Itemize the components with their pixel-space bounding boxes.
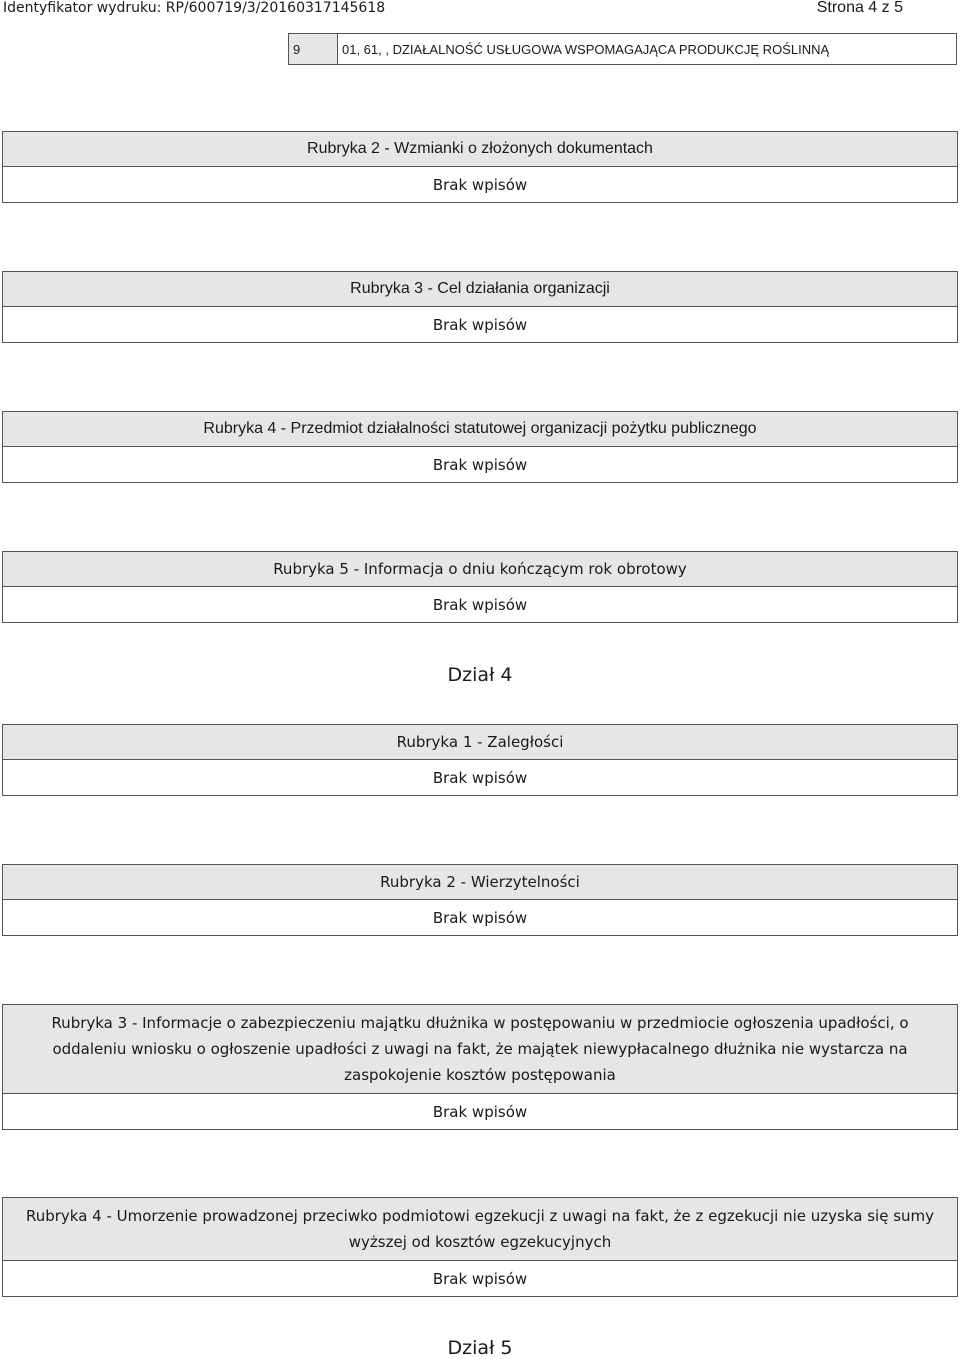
print-identifier: Identyfikator wydruku: RP/600719/3/20160317145618 (3, 0, 386, 16)
section-title: Rubryka 4 - Umorzenie prowadzonej przeciwko podmiotowi egzekucji z uwagi na fakt, że z egzekucji nie uzyska się sumy wyższej od kosztów egzekucyjnych (2, 1197, 958, 1261)
section-body: Brak wpisów (2, 167, 958, 203)
section-rubryka-3-cel (2, 271, 958, 343)
dzial-4-heading: Dział 4 (447, 664, 513, 686)
section-body: Brak wpisów (2, 307, 958, 343)
section-title: Rubryka 2 - Wzmianki o złożonych dokumentach (2, 131, 958, 167)
section-rubryka-5-rok-obrotowy (2, 551, 958, 623)
section-title: Rubryka 3 - Informacje o zabezpieczeniu majątku dłużnika w postępowaniu w przedmiocie ogłoszenia upadłości, o oddaleniu wniosku o ogłoszenie upadłości z uwagi na fakt, że majątek niewypłacalnego dłużnika nie wystarcza na zaspokojenie kosztów postępowania (2, 1004, 958, 1094)
section-body: Brak wpisów (2, 447, 958, 483)
section-rubryka-4-przedmiot (2, 411, 958, 483)
section-body: Brak wpisów (2, 587, 958, 623)
section-title: Rubryka 4 - Przedmiot działalności statutowej organizacji pożytku publicznego (2, 411, 958, 447)
section-body: Brak wpisów (2, 900, 958, 936)
section-rubryka-2-wzmianki (2, 131, 958, 203)
activity-number: 9 (289, 34, 338, 64)
section-rubryka-2-wierzytelnosci (2, 864, 958, 936)
section-rubryka-4-umorzenie (2, 1197, 958, 1297)
section-body: Brak wpisów (2, 760, 958, 796)
section-body: Brak wpisów (2, 1261, 958, 1297)
section-rubryka-1-zaleglosci (2, 724, 958, 796)
page-number: Strona 4 z 5 (816, 0, 903, 16)
section-title: Rubryka 2 - Wierzytelności (2, 864, 958, 900)
section-rubryka-3-upadlosc (2, 1004, 958, 1130)
section-title: Rubryka 1 - Zaległości (2, 724, 958, 760)
section-body: Brak wpisów (2, 1094, 958, 1130)
section-title: Rubryka 3 - Cel działania organizacji (2, 271, 958, 307)
activity-text: 01, 61, , DZIAŁALNOŚĆ USŁUGOWA WSPOMAGAJĄCA PRODUKCJĘ ROŚLINNĄ (342, 41, 830, 57)
dzial-5-heading: Dział 5 (447, 1337, 513, 1359)
section-title: Rubryka 5 - Informacja o dniu kończącym rok obrotowy (2, 551, 958, 587)
activity-row (288, 33, 957, 65)
